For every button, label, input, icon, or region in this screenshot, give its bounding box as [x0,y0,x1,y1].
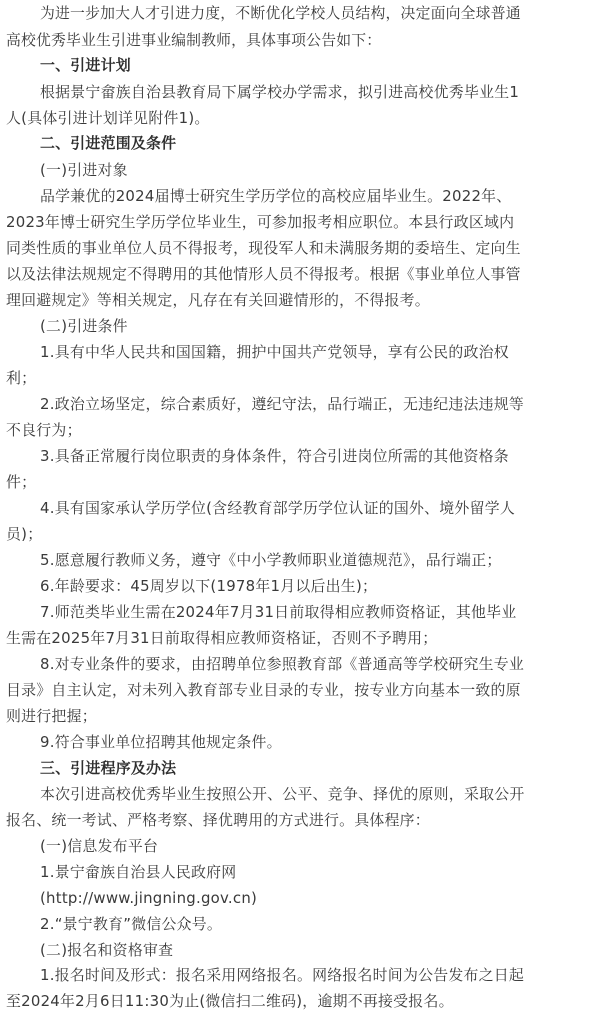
list-item-line: 不良行为； [6,421,82,439]
subsection-heading: (二)引进条件 [40,317,128,335]
section-heading: 三、引进程序及办法 [40,759,177,777]
paragraph-line: 同类性质的事业单位人员不得报考，现役军人和未满服务期的委培生、定向生 [6,239,521,257]
list-item-line: 利； [6,369,37,387]
list-item-line: 则进行把握； [6,707,97,725]
paragraph-line: 品学兼优的2024届博士研究生学历学位的高校应届毕业生。2022年、 [40,187,512,205]
section-heading: 一、引进计划 [40,56,131,74]
list-item-line: 8.对专业条件的要求，由招聘单位参照教育部《普通高等学校研究生专业 [40,655,525,673]
list-item-line: 目录》自主认定，对未列入教育部专业目录的专业，按专业方向基本一致的原 [6,681,521,699]
list-item-line: 件； [6,473,37,491]
paragraph-line: 本次引进高校优秀毕业生按照公开、公平、竞争、择优的原则，采取公开 [40,785,525,803]
paragraph-line: 高校优秀毕业生引进事业编制教师，具体事项公告如下： [6,31,382,49]
list-item-line: 7.师范类毕业生需在2024年7月31日前取得相应教师资格证，其他毕业 [40,603,517,621]
list-item-line: 生需在2025年7月31日前取得相应教师资格证，否则不予聘用； [6,629,438,647]
paragraph-line: 人(具体引进计划详见附件1)。 [6,109,210,127]
website-url: (http://www.jingning.gov.cn) [40,889,258,907]
subsection-heading: (二)报名和资格审查 [40,941,174,959]
list-item-line: 2.“景宁教育”微信公众号。 [40,915,223,933]
list-item-line: 9.符合事业单位招聘其他规定条件。 [40,733,282,751]
list-item-line: 2.政治立场坚定，综合素质好，遵纪守法，品行端正，无违纪违法违规等 [40,395,525,413]
list-item-line: 员)； [6,525,43,543]
list-item-line: 1.具有中华人民共和国国籍，拥护中国共产党领导，享有公民的政治权 [40,343,509,361]
section-heading: 二、引进范围及条件 [40,134,177,152]
list-item-line: 6.年龄要求：45周岁以下(1978年1月以后出生)； [40,577,378,595]
paragraph-line: 2023年博士研究生学历学位毕业生，可参加报考相应职位。本县行政区域内 [6,213,515,231]
paragraph-line: 为进一步加大人才引进力度，不断优化学校人员结构，决定面向全球普通 [40,4,521,22]
list-item-line: 1.景宁畲族自治县人民政府网 [40,863,237,881]
list-item-line: 5.愿意履行教师义务，遵守《中小学教师职业道德规范》，品行端正； [40,551,502,569]
list-item-line: 1.报名时间及形式：报名采用网络报名。网络报名时间为公告发布之日起 [40,966,525,984]
subsection-heading: (一)信息发布平台 [40,837,159,855]
paragraph-line: 以及法律法规规定不得聘用的其他情形人员不得报考。根据《事业单位人事管 [6,265,521,283]
list-item-line: 3.具备正常履行岗位职责的身体条件，符合引进岗位所需的其他资格条 [40,447,509,465]
subsection-heading: (一)引进对象 [40,161,128,179]
paragraph-line: 报名、统一考试、严格考察、择优聘用的方式进行。具体程序： [6,811,430,829]
list-item-line: 至2024年2月6日11:30为止(微信扫二维码)，逾期不再接受报名。 [6,992,454,1010]
list-item-line: 4.具有国家承认学历学位(含经教育部学历学位认证的国外、境外留学人 [40,499,515,517]
paragraph-line: 理回避规定》等相关规定，凡存在有关回避情形的，不得报考。 [6,291,430,309]
paragraph-line: 根据景宁畲族自治县教育局下属学校办学需求，拟引进高校优秀毕业生1 [40,83,520,101]
